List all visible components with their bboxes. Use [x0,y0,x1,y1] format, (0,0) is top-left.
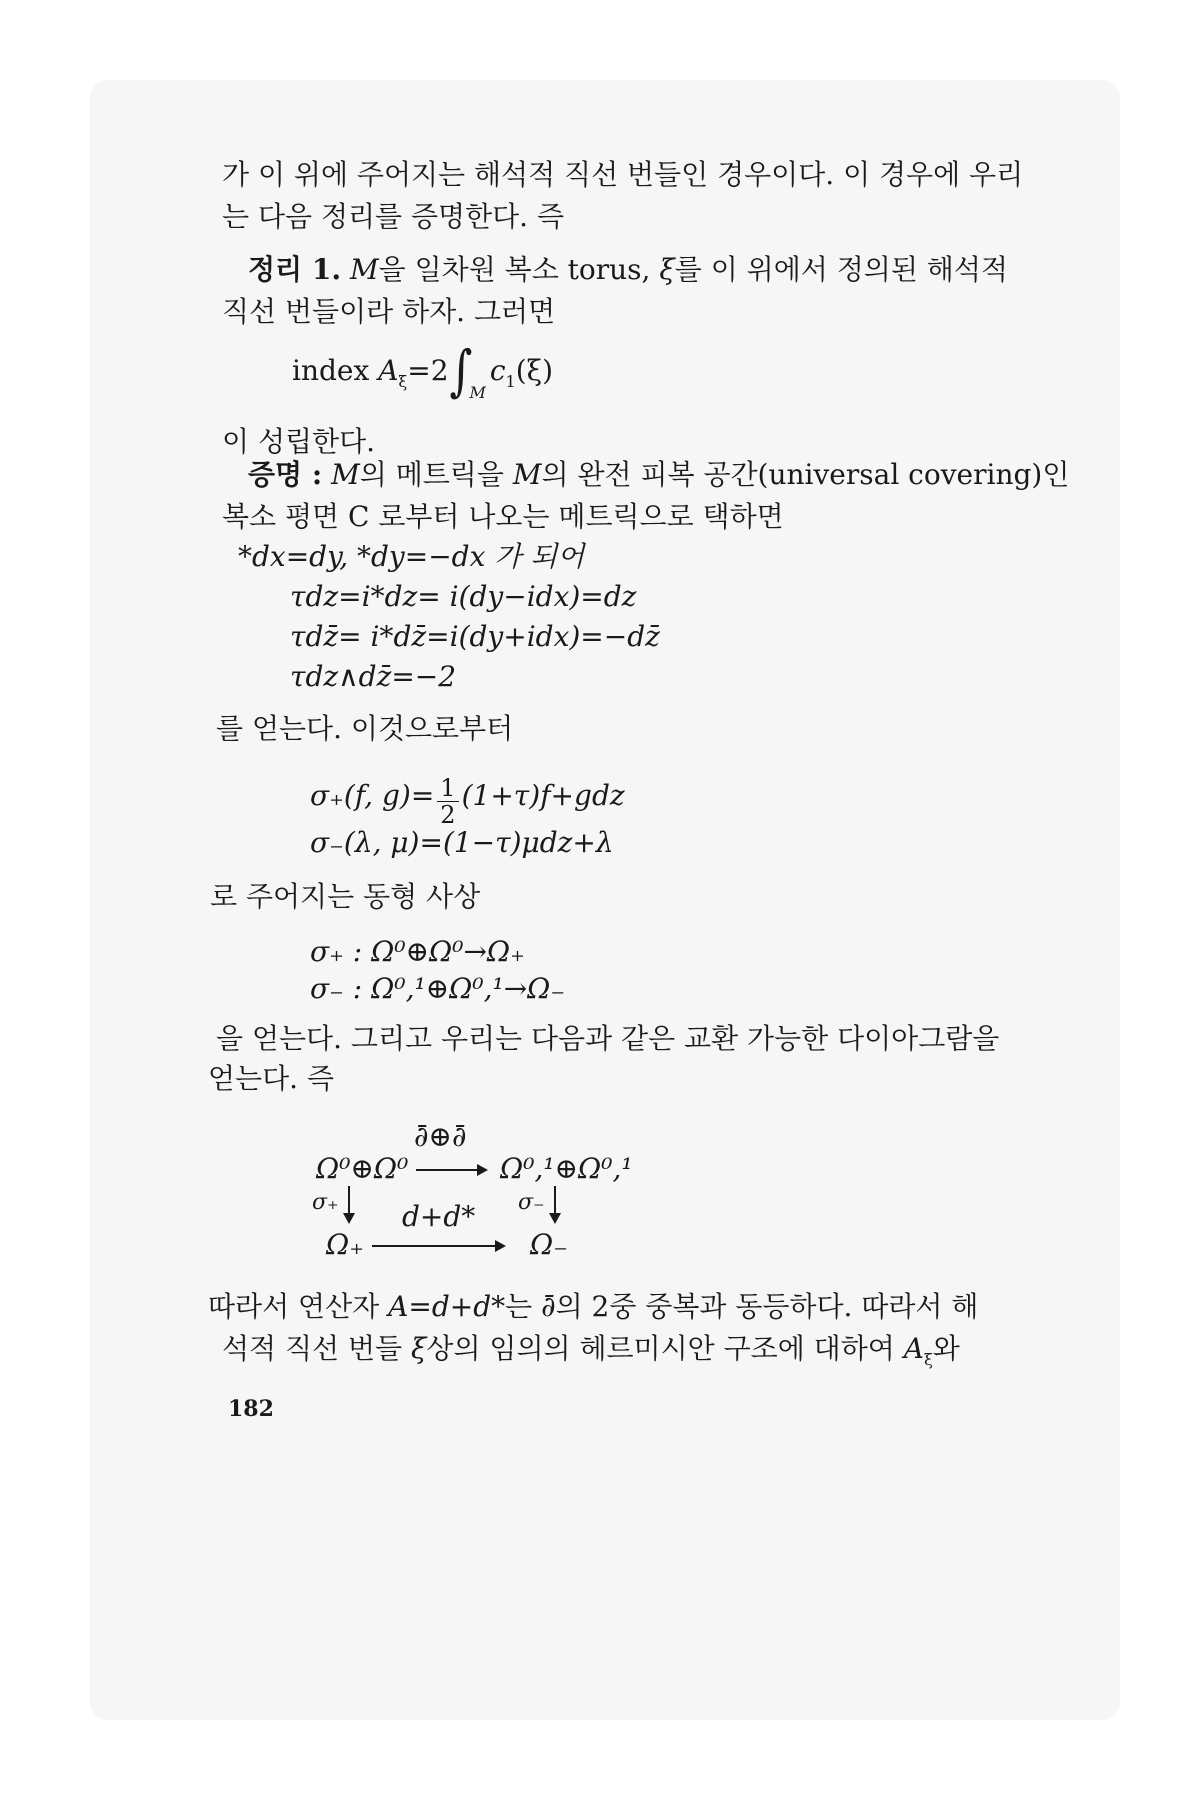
text-line: 이 성립한다. [222,425,376,458]
middle-label: d+d* [402,1200,476,1233]
bottom-left-node: Ω₊ [326,1228,364,1261]
index-formula: index $A_\xi=2\int Mc_1(\xi)$ [292,354,553,410]
top-left-node: Ω⁰⊕Ω⁰ [316,1152,409,1185]
text-line: 얻는다. 즉 [208,1062,334,1095]
left-arrow-label: σ₊ [312,1190,339,1215]
coef-two: 2 [430,354,449,387]
equation: *dx=dy, *dy=−dx 가 되어 [238,540,585,573]
symbol-xi: ξ [659,253,675,286]
sigma-plus-rhs: (1+τ)f+gdz [461,779,625,812]
symbol-M: M [512,458,542,491]
text-line: 를 얻는다. 이것으로부터 [216,712,514,745]
text-line: 따라서 연산자 A=d+d*는 ∂̄의 2중 중복과 동등하다. 따라서 해 [208,1290,979,1323]
text-line: 복소 평면 C 로부터 나오는 메트릭으로 택하면 [222,500,784,533]
proof-text: 의 메트릭을 [359,458,504,491]
integral-sign: ∫ [449,339,473,404]
equation: σ₋(λ, μ)=(1−τ)μdz+λ [310,826,614,859]
text-line: 가 이 위에 주어지는 해석적 직선 번들인 경우이다. 이 경우에 우리 [222,158,1024,191]
symbol-A: A [903,1332,924,1365]
theorem-label: 정리 1. [248,253,342,286]
theorem-line [248,253,1008,287]
subscript-xi: ξ [398,372,408,391]
equation: τdz̄= i*dz̄=i(dy+idx)=−dz̄ [290,620,660,653]
symbol-xi: ξ [411,1332,427,1365]
text-line: 직선 번들이라 하자. 그러면 [222,295,556,328]
fraction-numerator: 1 [437,775,458,802]
map-plus: σ₊ : Ω⁰⊕Ω⁰→Ω₊ [310,935,525,968]
right-arrow [554,1186,556,1222]
text-line: 로 주어지는 동형 사상 [210,880,481,913]
text-fragment: 상의 임의의 헤르미시안 구조에 대하여 [426,1332,895,1365]
top-arrow-label: ∂̄⊕∂̄ [414,1120,467,1153]
proof-label: 증명 : [248,458,323,491]
equation: τdz=i*dz= i(dy−idx)=dz [290,580,637,613]
chern-class: c [489,354,506,387]
left-arrow [348,1186,350,1222]
symbol-dbar: ∂̄ [541,1290,556,1323]
theorem-text: 을 일차원 복소 torus, [378,253,651,286]
proof-line [248,458,1069,492]
theorem-text-2: 를 이 위에서 정의된 해석적 [674,253,1008,286]
text-line: 을 얻는다. 그리고 우리는 다음과 같은 교환 가능한 다이아그람을 [216,1022,1000,1055]
chern-arg: (ξ) [515,354,554,387]
text-fragment: 와 [932,1332,960,1365]
chern-index: 1 [505,372,516,391]
fraction-half [437,775,458,828]
right-arrow-label: σ₋ [518,1190,545,1215]
text-line: 는 다음 정리를 증명한다. 즉 [222,200,565,233]
symbol-A: A [378,354,399,387]
index-word: index [292,354,370,387]
map-minus: σ₋ : Ω⁰,¹⊕Ω⁰,¹→Ω₋ [310,972,566,1005]
text-fragment: 석적 직선 번들 [222,1332,403,1365]
sigma-plus-lhs: σ₊(f, g)= [310,779,435,812]
bottom-arrow [372,1245,504,1247]
symbol-M: M [331,458,360,491]
top-arrow [416,1169,486,1171]
proof-text-2: 의 완전 피복 공간(universal covering)인 [541,458,1070,491]
text-fragment: 따라서 연산자 [208,1290,380,1323]
text-line [222,1332,960,1377]
fraction-denominator: 2 [440,801,456,829]
bottom-right-node: Ω₋ [530,1228,568,1261]
text-fragment: 는 [505,1290,533,1323]
subscript-xi: ξ [923,1350,933,1369]
top-right-node: Ω⁰,¹⊕Ω⁰,¹ [500,1152,633,1185]
operator: d+d* [431,1290,506,1323]
equation: τdz∧dz̄=−2 [290,660,457,693]
symbol-M: M [349,253,379,286]
page-number: 182 [228,1396,274,1422]
sigma-plus-def [310,775,625,828]
text-fragment: 의 2중 중복과 동등하다. 따라서 해 [555,1290,979,1323]
symbol-A: A [388,1290,409,1323]
integral-limit: M [469,383,486,402]
